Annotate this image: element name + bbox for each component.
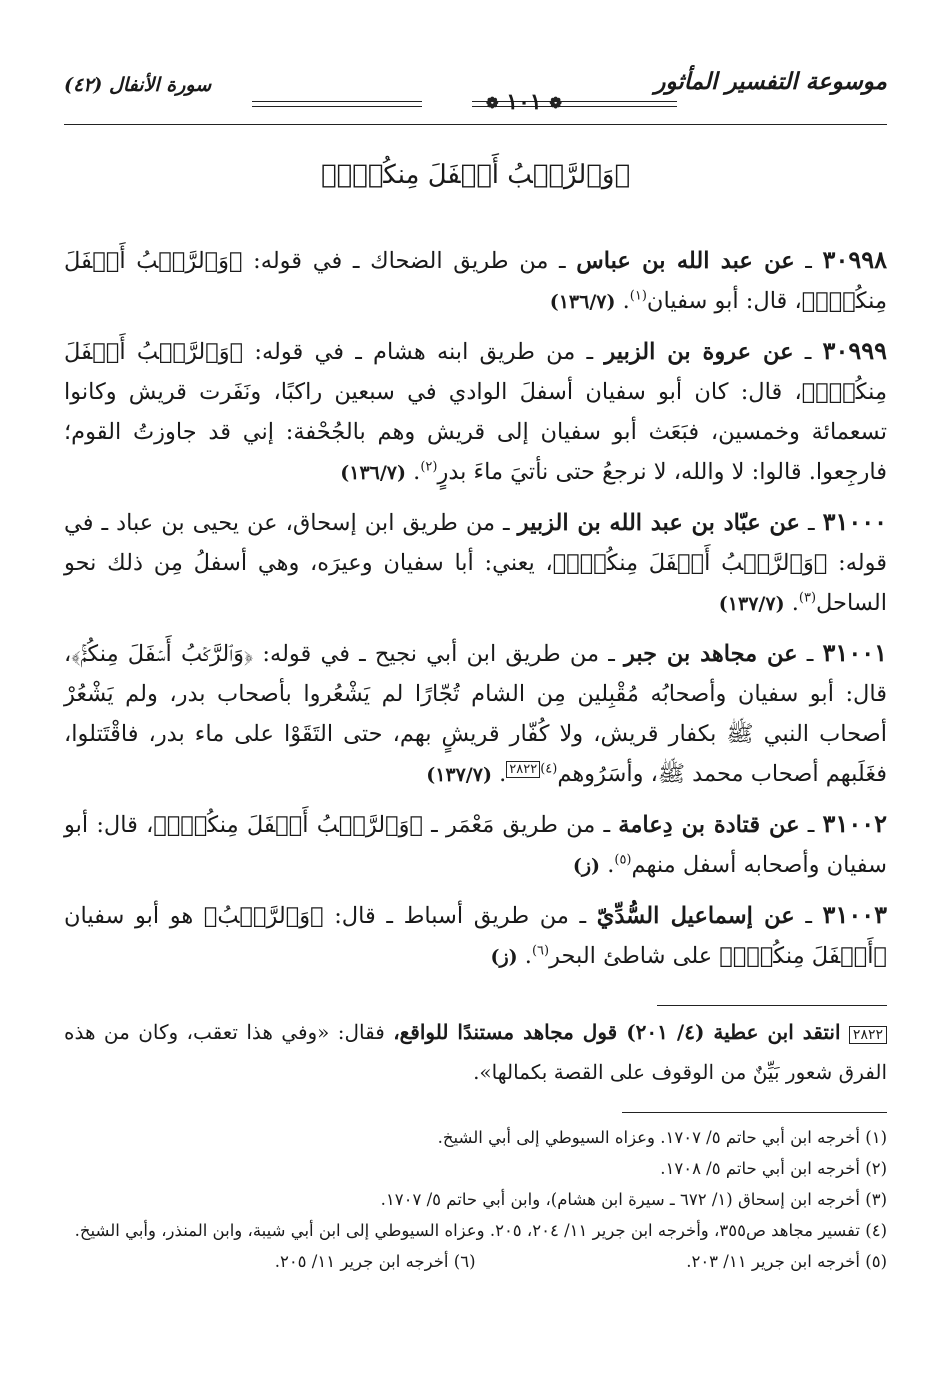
footnote: (٤) تفسير مجاهد ص٣٥٥، وأخرجه ابن جرير ١١/ ٢٠٤، ٢٠٥. وعزاه السيوطي إلى ابن أبي شيبة، وابن المنذر، وأبي الشيخ. [74, 1221, 887, 1240]
entry-number: ٣٠٩٩٨ [822, 245, 887, 274]
entry-number: ٣١٠٠١ [822, 638, 887, 667]
footnote-marker[interactable]: (٣) [798, 590, 817, 606]
entry-end: . [524, 943, 532, 969]
footnotes-divider [622, 1112, 887, 1113]
footnote-marker[interactable]: (١) [629, 288, 647, 304]
entry-text: ـ من طريق ابنه هشام ـ في قوله: ﴿وَٱلرَّكۡبُ أَسۡفَلَ مِنكُمۡۚ﴾، قال: كان أبو سفيان أسفلَ الوادي في سبعين راكبًا، ونَفَرت قريش وكانوا تسعمائة وخمسين، فبَعَث أبو سفيان إلى قريش وهم بالجُحْفة: إني قد جاوزتُ القوم؛ فارجِعوا. قالوا: لا والله، لا نرجعُ حتى نأتيَ ماءَ بدرٍ [64, 339, 887, 485]
narration-entry: ٣٠٩٩٩ ـ عن عروة بن الزبير ـ من طريق ابنه هشام ـ في قوله: ﴿وَٱلرَّكۡبُ أَسۡفَلَ مِنكُمۡۚ﴾، قال: كان أبو سفيان أسفلَ الوادي في سبعين راكبًا، ونَفَرت قريش وكانوا تسعمائة وخمسين، فبَعَث أبو سفيان إلى قريش وهم بالجُحْفة: إني قد جاوزتُ القوم؛ فارجِعوا. قالوا: لا والله، لا نرجعُ حتى نأتيَ ماءَ بدرٍ$^{(٢)}$. (١٣٦/٧) [64, 336, 887, 485]
entry-end: . [622, 288, 630, 314]
narrator-name: عن إسماعيل السُّدِّيّ [596, 903, 795, 929]
volume-reference: (١٣٧/٧) [426, 764, 492, 786]
commentary-reference[interactable]: ٢٨٢٢ [506, 761, 540, 778]
volume-reference: (١٣٧/٧) [718, 593, 785, 615]
entry-end: . [791, 590, 799, 616]
commentary-note [64, 1014, 887, 1091]
footnote: (٣) أخرجه ابن إسحاق (١/ ٦٧٢ ـ سيرة ابن هشام)، وابن أبي حاتم ٥/ ١٧٠٧. [380, 1190, 887, 1209]
footnote-marker[interactable]: (٦) [531, 943, 550, 959]
narrator-name: عن مجاهد بن جبر [623, 641, 798, 667]
page-number: ١٠١ [506, 89, 542, 115]
entry-end: . [413, 459, 421, 485]
volume-reference: (ز) [490, 946, 518, 968]
footnotes [64, 1122, 887, 1277]
narrator-name: عن عبد الله بن عباس [576, 248, 795, 274]
entry-text: ـ من طريق أسباط ـ قال: ﴿وَٱلرَّكۡبُ﴾ هو أبو سفيان ﴿أَسۡفَلَ مِنكُمۡۚ﴾ على شاطئ البحر [64, 903, 887, 969]
narration-entry: ٣١٠٠٣ ـ عن إسماعيل السُّدِّيّ ـ من طريق أسباط ـ قال: ﴿وَٱلرَّكۡبُ﴾ هو أبو سفيان ﴿أَسۡفَلَ مِنكُمۡۚ﴾ على شاطئ البحر$^{(٦)}$. (ز) [64, 900, 887, 969]
entry-number: ٣١٠٠٢ [822, 809, 887, 838]
note-lead: انتقد ابن عطية (٤/ ٢٠١) قول مجاهد مستندًا للواقع، [393, 1020, 841, 1044]
ornament-icon: ❁ [549, 94, 562, 112]
volume-reference: (١٣٦/٧) [549, 291, 616, 313]
volume-reference: (ز) [572, 855, 601, 877]
narrations [64, 240, 887, 986]
page-header [64, 66, 887, 126]
page-number-group [429, 89, 619, 115]
narrator-name: عن عبّاد بن عبد الله بن الزبير [517, 510, 800, 536]
header-underline [64, 124, 887, 125]
entry-number: ٣٠٩٩٩ [822, 336, 887, 365]
header-rule-left [252, 101, 422, 107]
entry-number: ٣١٠٠٠ [822, 507, 888, 536]
footnote-row [64, 1246, 887, 1277]
narrator-name: عن عروة بن الزبير [604, 339, 794, 365]
ornament-icon: ❁ [486, 94, 499, 112]
footnote: (٢) أخرجه ابن أبي حاتم ٥/ ١٧٠٨. [660, 1159, 887, 1178]
narrator-name: عن قتادة بن دِعامة [618, 812, 800, 838]
footnote-marker[interactable]: (٢) [420, 459, 438, 475]
entry-text: ـ من طريق ابن أبي نجيح ـ في قوله: ﴿وَٱلرَّكۡبُ أَسۡفَلَ مِنكُمۡۚ﴾، قال: أبو سفيان وأصحابُه مُقْبِلين مِن الشام تُجّارًا لم يَشْعُروا بأصحاب بدر، ولم يَشْعُرْ أصحاب النبي ﷺ بكفار قريش، ولا كُفّار قريشٍ بهم، حتى التَقَوْا على ماء بدر، فاقْتَتلوا، فغَلَبهم أصحاب محمد ﷺ، وأسَرُوهم [64, 641, 887, 787]
narration-entry: ٣١٠٠٠ ـ عن عبّاد بن عبد الله بن الزبير ـ من طريق ابن إسحاق، عن يحيى بن عباد ـ في قوله: ﴿وَٱلرَّكۡبُ أَسۡفَلَ مِنكُمۡۚ﴾، يعني: أبا سفيان وعيرَه، وهي أسفلُ مِن ذلك نحو الساحل$^{(٣)}$. (١٣٧/٧) [64, 507, 888, 616]
footnote: (٥) أخرجه ابن جرير ١١/ ٢٠٣. [686, 1252, 887, 1271]
entry-end: . [499, 761, 507, 787]
note-reference-box: ٢٨٢٢ [849, 1026, 887, 1044]
footnote: (٦) أخرجه ابن جرير ١١/ ٢٠٥. [274, 1252, 476, 1271]
entry-number: ٣١٠٠٣ [822, 900, 887, 929]
entry-end: . [607, 852, 615, 878]
footnote-marker[interactable]: (٥) [614, 852, 632, 868]
narration-entry: ٣١٠٠٢ ـ عن قتادة بن دِعامة ـ من طريق مَعْمَر ـ ﴿وَٱلرَّكۡبُ أَسۡفَلَ مِنكُمۡۚ﴾، قال: أبو سفيان وأصحابه أسفل منهم$^{(٥)}$. (ز) [64, 809, 887, 878]
surah-title: سورة الأنفال (٤٢) [64, 74, 212, 96]
book-title: موسوعة التفسير المأثور [654, 68, 887, 95]
entry-text: ـ من طريق مَعْمَر ـ ﴿وَٱلرَّكۡبُ أَسۡفَلَ مِنكُمۡۚ﴾، قال: أبو سفيان وأصحابه أسفل منهم [64, 812, 887, 878]
note-divider [657, 1005, 887, 1006]
section-heading: ﴿وَٱلرَّكۡبُ أَسۡفَلَ مِنكُمۡۚ﴾ [320, 160, 631, 190]
volume-reference: (١٣٦/٧) [340, 462, 406, 484]
footnote-marker[interactable]: (٤) [540, 761, 558, 777]
narration-entry: ٣١٠٠١ ـ عن مجاهد بن جبر ـ من طريق ابن أبي نجيح ـ في قوله: ﴿وَٱلرَّكۡبُ أَسۡفَلَ مِنكُمۡۚ﴾، قال: أبو سفيان وأصحابُه مُقْبِلين مِن الشام تُجّارًا لم يَشْعُروا بأصحاب بدر، ولم يَشْعُرْ أصحاب النبي ﷺ بكفار قريش، ولا كُفّار قريشٍ بهم، حتى التَقَوْا على ماء بدر، فاقْتَتلوا، فغَلَبهم أصحاب محمد ﷺ، وأسَرُوهم$^{(٤)٢٨٢٢}$. (١٣٧/٧) [64, 638, 887, 787]
footnote: (١) أخرجه ابن أبي حاتم ٥/ ١٧٠٧. وعزاه السيوطي إلى أبي الشيخ. [437, 1128, 887, 1147]
entry-text: ـ من طريق ابن إسحاق، عن يحيى بن عباد ـ في قوله: ﴿وَٱلرَّكۡبُ أَسۡفَلَ مِنكُمۡۚ﴾، يعني: أبا سفيان وعيرَه، وهي أسفلُ مِن ذلك نحو الساحل [64, 510, 887, 616]
note-text: فقال: «وفي هذا تعقب، وكان من هذه الفرق شعور بَيِّنٌ من الوقوف على القصة بكمالها». [64, 1020, 887, 1084]
narration-entry: ٣٠٩٩٨ ـ عن عبد الله بن عباس ـ من طريق الضحاك ـ في قوله: ﴿وَٱلرَّكۡبُ أَسۡفَلَ مِنكُمۡۚ﴾، قال: أبو سفيان$^{(١)}$. (١٣٦/٧) [64, 245, 887, 314]
entry-text: ـ من طريق الضحاك ـ في قوله: ﴿وَٱلرَّكۡبُ أَسۡفَلَ مِنكُمۡۚ﴾، قال: أبو سفيان [64, 248, 887, 314]
